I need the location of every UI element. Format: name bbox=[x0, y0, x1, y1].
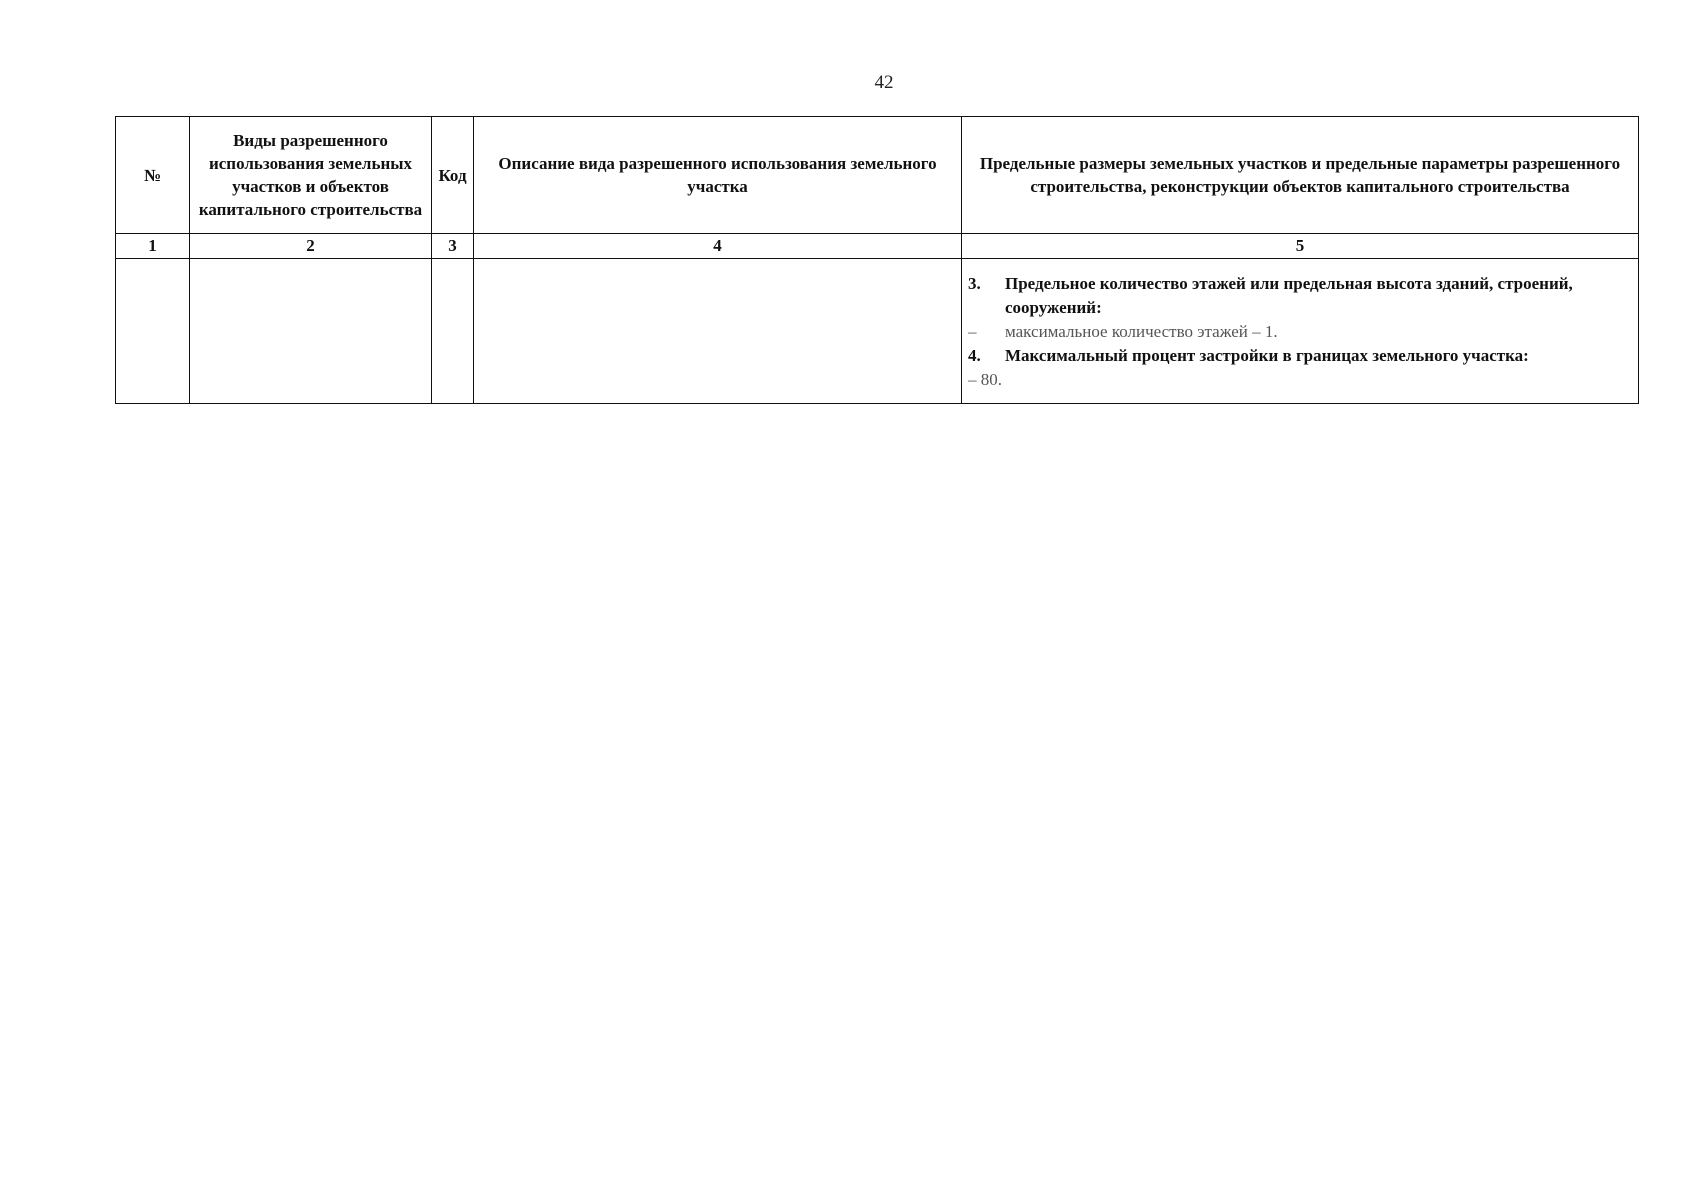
parameter-item-4-text: Максимальный процент застройки в границах земельного участка: bbox=[1005, 345, 1529, 365]
column-number-5: 5 bbox=[962, 234, 1639, 259]
parameter-item-3 bbox=[968, 272, 1632, 320]
page-number: 42 bbox=[874, 72, 894, 93]
parameter-item-3-value-marker: – bbox=[968, 321, 977, 341]
parameter-item-3-value-text: максимальное количество этажей – 1. bbox=[1005, 321, 1278, 341]
column-number-1: 1 bbox=[116, 234, 190, 259]
header-description: Описание вида разрешенного использования земельного участка bbox=[474, 117, 962, 234]
column-number-row bbox=[116, 234, 1639, 259]
cell-code bbox=[432, 259, 474, 404]
parameter-item-3-value bbox=[968, 320, 1632, 344]
parameter-item-4-marker: 4. bbox=[968, 345, 981, 365]
cell-use-type bbox=[190, 259, 432, 404]
parameter-item-4 bbox=[968, 344, 1632, 368]
parameters-list bbox=[962, 269, 1638, 394]
cell-number bbox=[116, 259, 190, 404]
land-use-regulations-table bbox=[115, 116, 1639, 404]
parameter-item-3-marker: 3. bbox=[968, 273, 981, 293]
table-row bbox=[116, 259, 1639, 404]
cell-parameters bbox=[962, 259, 1639, 404]
column-number-2: 2 bbox=[190, 234, 432, 259]
parameter-item-4-value bbox=[968, 368, 1632, 392]
header-code: Код bbox=[432, 117, 474, 234]
cell-description bbox=[474, 259, 962, 404]
parameter-item-3-text: Предельное количество этажей или предельная высота зданий, строений, сооружений: bbox=[1005, 273, 1573, 317]
header-number: № bbox=[116, 117, 190, 234]
column-number-3: 3 bbox=[432, 234, 474, 259]
header-use-types: Виды разрешенного использования земельных участков и объектов капитального строительства bbox=[190, 117, 432, 234]
parameter-item-4-value-text: – 80. bbox=[968, 369, 1002, 389]
header-parameters: Предельные размеры земельных участков и предельные параметры разрешенного строительства, реконструкции объектов капитального строительства bbox=[962, 117, 1639, 234]
header-row bbox=[116, 117, 1639, 234]
column-number-4: 4 bbox=[474, 234, 962, 259]
